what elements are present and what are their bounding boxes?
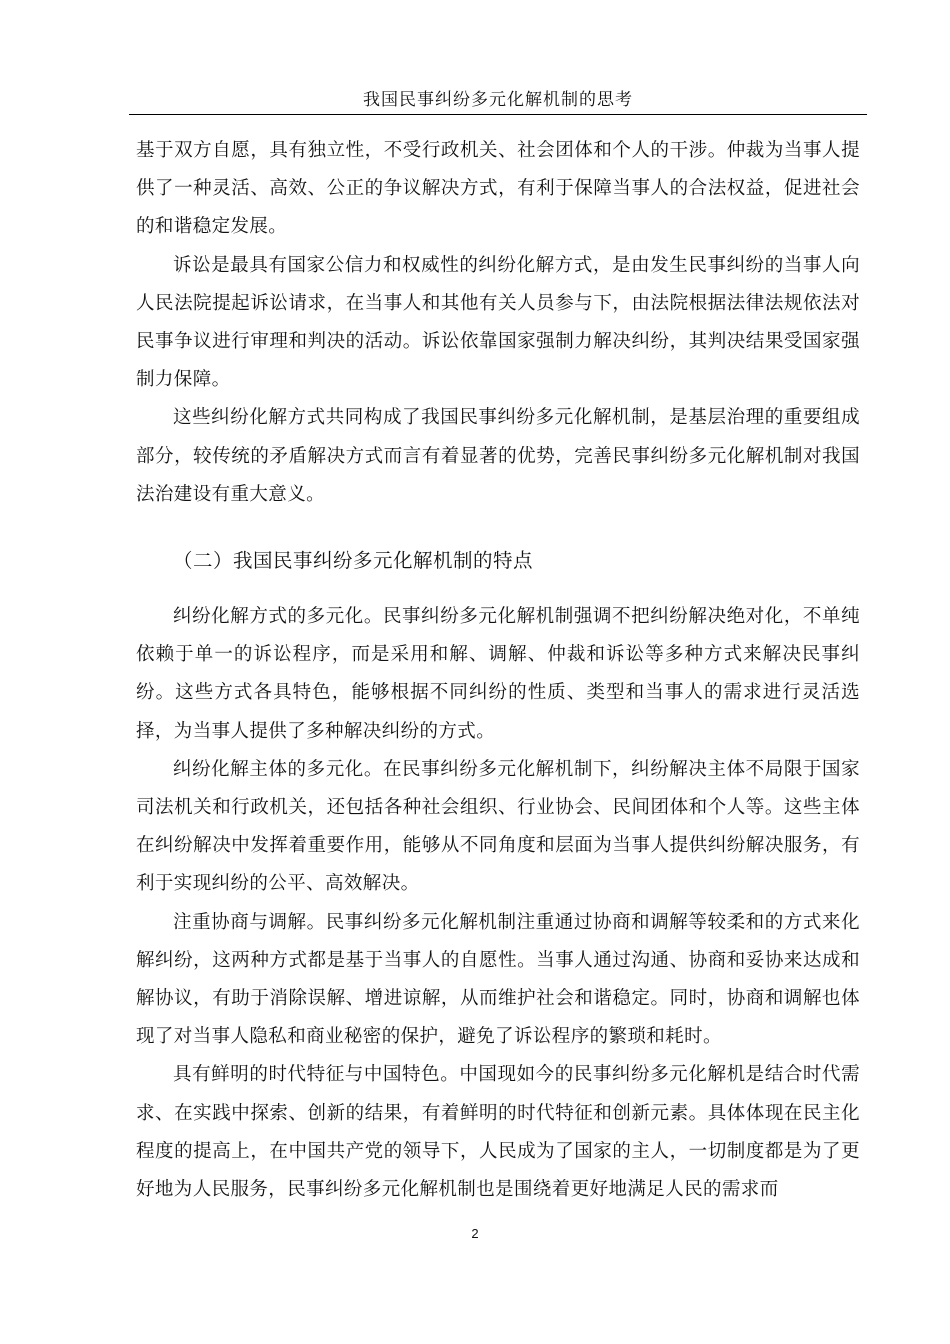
- paragraph: 这些纠纷化解方式共同构成了我国民事纠纷多元化解机制，是基层治理的重要组成部分，较传统的矛盾解决方式而言有着显著的优势，完善民事纠纷多元化解机制对我国法治建设有重大意义。: [136, 407, 860, 505]
- paragraph: 注重协商与调解。民事纠纷多元化解机制注重通过协商和调解等较柔和的方式来化解纠纷，这两种方式都是基于当事人的自愿性。当事人通过沟通、协商和妥协来达成和解协议，有助于消除误解、增进谅解，从而维护社会和谐稳定。同时，协商和调解也体现了对当事人隐私和商业秘密的保护，避免了诉讼程序的繁琐和耗时。: [136, 911, 860, 1048]
- page-number: 2: [471, 1226, 479, 1241]
- paragraph: 基于双方自愿，具有独立性，不受行政机关、社会团体和个人的干涉。仲裁为当事人提供了一种灵活、高效、公正的争议解决方式，有利于保障当事人的合法权益，促进社会的和谐稳定发展。: [136, 140, 860, 238]
- page-header-title: 我国民事纠纷多元化解机制的思考: [129, 86, 867, 115]
- section-heading: （二）我国民事纠纷多元化解机制的特点: [173, 549, 534, 573]
- document-body: [136, 132, 860, 1209]
- paragraph: 纠纷化解方式的多元化。民事纠纷多元化解机制强调不把纠纷解决绝对化，不单纯依赖于单一的诉讼程序，而是采用和解、调解、仲裁和诉讼等多种方式来解决民事纠纷。这些方式各具特色，能够根据不同纠纷的性质、类型和当事人的需求进行灵活选择，为当事人提供了多种解决纠纷的方式。: [136, 606, 860, 742]
- paragraph: 具有鲜明的时代特征与中国特色。中国现如今的民事纠纷多元化解机是结合时代需求、在实践中探索、创新的结果，有着鲜明的时代特征和创新元素。具体体现在民主化程度的提高上，在中国共产党的领导下，人民成为了国家的主人，一切制度都是为了更好地为人民服务，民事纠纷多元化解机制也是围绕着更好地满足人民的需求而: [136, 1064, 860, 1201]
- paragraph: 纠纷化解主体的多元化。在民事纠纷多元化解机制下，纠纷解决主体不局限于国家司法机关和行政机关，还包括各种社会组织、行业协会、民间团体和个人等。这些主体在纠纷解决中发挥着重要作用，能够从不同角度和层面为当事人提供纠纷解决服务，有利于实现纠纷的公平、高效解决。: [136, 758, 860, 895]
- paragraph: 诉讼是最具有国家公信力和权威性的纠纷化解方式，是由发生民事纠纷的当事人向人民法院提起诉讼请求，在当事人和其他有关人员参与下，由法院根据法律法规依法对民事争议进行审理和判决的活动。诉讼依靠国家强制力解决纠纷，其判决结果受国家强制力保障。: [136, 254, 860, 391]
